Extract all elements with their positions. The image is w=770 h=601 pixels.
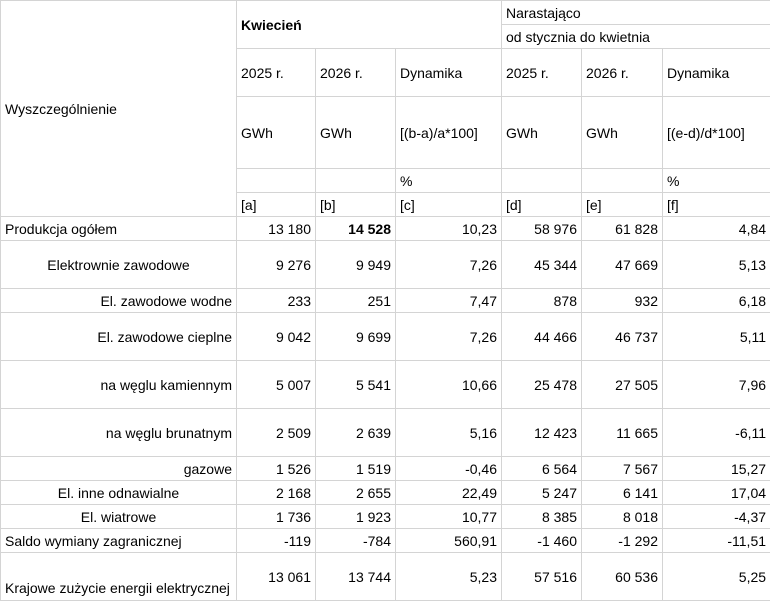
table-row <box>1 289 770 313</box>
header-year-2026: 2026 r. <box>316 49 396 97</box>
table-row <box>1 217 770 241</box>
cell-b: 251 <box>316 289 396 313</box>
cell-e: 6 141 <box>582 481 663 505</box>
table-row <box>1 361 770 409</box>
table-row <box>1 457 770 481</box>
table-row <box>1 409 770 457</box>
cell-e: 46 737 <box>582 313 663 361</box>
cell-a: -119 <box>237 529 316 553</box>
cell-c: 560,91 <box>396 529 502 553</box>
cell-d: 12 423 <box>502 409 582 457</box>
cell-d: 6 564 <box>502 457 582 481</box>
cell-f: 6,18 <box>663 289 770 313</box>
cell-a: 9 042 <box>237 313 316 361</box>
col-b-label: [b] <box>316 193 396 217</box>
cell-c: 22,49 <box>396 481 502 505</box>
row-label: El. wiatrowe <box>1 505 237 529</box>
cell-e: -1 292 <box>582 529 663 553</box>
row-label: Elektrownie zawodowe <box>1 241 237 289</box>
cell-e: 47 669 <box>582 241 663 289</box>
unit-d: GWh <box>502 97 582 169</box>
cell-b: -784 <box>316 529 396 553</box>
header-dynamics-cum: Dynamika <box>663 49 770 97</box>
cell-c: 7,47 <box>396 289 502 313</box>
cell-e: 8 018 <box>582 505 663 529</box>
unit-a: GWh <box>237 97 316 169</box>
cell-a: 1 526 <box>237 457 316 481</box>
cell-a: 2 168 <box>237 481 316 505</box>
cell-a: 13 061 <box>237 553 316 601</box>
cell-b: 1 519 <box>316 457 396 481</box>
table-row <box>1 313 770 361</box>
row-label: Krajowe zużycie energii elektrycznej <box>1 553 237 601</box>
cell-d: 25 478 <box>502 361 582 409</box>
row-label-header: Wyszczególnienie <box>1 1 237 217</box>
cumulative-subheader: od stycznia do kwietnia <box>506 29 650 45</box>
cell-a: 233 <box>237 289 316 313</box>
table-row <box>1 529 770 553</box>
month-header: Kwiecień <box>237 1 502 49</box>
cell-f: -4,37 <box>663 505 770 529</box>
cell-c: 5,23 <box>396 553 502 601</box>
row-label: Produkcja ogółem <box>1 217 237 241</box>
cell-f: 5,25 <box>663 553 770 601</box>
cell-f: 15,27 <box>663 457 770 481</box>
header-year-2025-cum: 2025 r. <box>502 49 582 97</box>
table-row <box>1 481 770 505</box>
cell-e: 60 536 <box>582 553 663 601</box>
cell-d: 57 516 <box>502 553 582 601</box>
cell-e: 7 567 <box>582 457 663 481</box>
cell-a: 9 276 <box>237 241 316 289</box>
cell-f: -6,11 <box>663 409 770 457</box>
cell-b: 2 639 <box>316 409 396 457</box>
cell-b: 13 744 <box>316 553 396 601</box>
table-row <box>1 241 770 289</box>
cell-c: 10,23 <box>396 217 502 241</box>
cumulative-header: Narastająco <box>502 1 770 49</box>
cell-f: 5,11 <box>663 313 770 361</box>
header-year-2026-cum: 2026 r. <box>582 49 663 97</box>
row-label: El. inne odnawialne <box>1 481 237 505</box>
formula-c: [(b-a)/a*100] <box>396 97 502 169</box>
formula-f: [(e-d)/d*100] <box>663 97 770 169</box>
table-row <box>1 505 770 529</box>
cell-c: 10,77 <box>396 505 502 529</box>
cell-f: 5,13 <box>663 241 770 289</box>
cell-d: -1 460 <box>502 529 582 553</box>
col-f-label: [f] <box>663 193 770 217</box>
cell-c: 5,16 <box>396 409 502 457</box>
cell-b: 2 655 <box>316 481 396 505</box>
row-label: na węglu kamiennym <box>1 361 237 409</box>
row-label: na węglu brunatnym <box>1 409 237 457</box>
cell-a: 2 509 <box>237 409 316 457</box>
cell-d: 58 976 <box>502 217 582 241</box>
percent-c: % <box>396 169 502 193</box>
cell-d: 878 <box>502 289 582 313</box>
header-dynamics: Dynamika <box>396 49 502 97</box>
cell-a: 13 180 <box>237 217 316 241</box>
unit-e: GWh <box>582 97 663 169</box>
cell-b: 5 541 <box>316 361 396 409</box>
cell-d: 8 385 <box>502 505 582 529</box>
header-year-2025: 2025 r. <box>237 49 316 97</box>
table-row <box>1 553 770 601</box>
cell-a: 1 736 <box>237 505 316 529</box>
cell-b: 1 923 <box>316 505 396 529</box>
cell-e: 61 828 <box>582 217 663 241</box>
cell-b: 9 699 <box>316 313 396 361</box>
row-label: gazowe <box>1 457 237 481</box>
unit-b: GWh <box>316 97 396 169</box>
cell-c: -0,46 <box>396 457 502 481</box>
cell-c: 7,26 <box>396 241 502 289</box>
cell-f: -11,51 <box>663 529 770 553</box>
cell-c: 7,26 <box>396 313 502 361</box>
row-label: El. zawodowe wodne <box>1 289 237 313</box>
col-a-label: [a] <box>237 193 316 217</box>
cell-d: 44 466 <box>502 313 582 361</box>
cell-f: 7,96 <box>663 361 770 409</box>
cell-d: 5 247 <box>502 481 582 505</box>
cell-f: 17,04 <box>663 481 770 505</box>
cell-e: 932 <box>582 289 663 313</box>
cell-c: 10,66 <box>396 361 502 409</box>
cell-e: 11 665 <box>582 409 663 457</box>
cell-e: 27 505 <box>582 361 663 409</box>
col-d-label: [d] <box>502 193 582 217</box>
col-c-label: [c] <box>396 193 502 217</box>
cell-b: 9 949 <box>316 241 396 289</box>
cell-d: 45 344 <box>502 241 582 289</box>
cell-f: 4,84 <box>663 217 770 241</box>
cell-b: 14 528 <box>316 217 396 241</box>
col-e-label: [e] <box>582 193 663 217</box>
row-label: Saldo wymiany zagranicznej <box>1 529 237 553</box>
cell-a: 5 007 <box>237 361 316 409</box>
percent-f: % <box>663 169 770 193</box>
row-label: El. zawodowe cieplne <box>1 313 237 361</box>
